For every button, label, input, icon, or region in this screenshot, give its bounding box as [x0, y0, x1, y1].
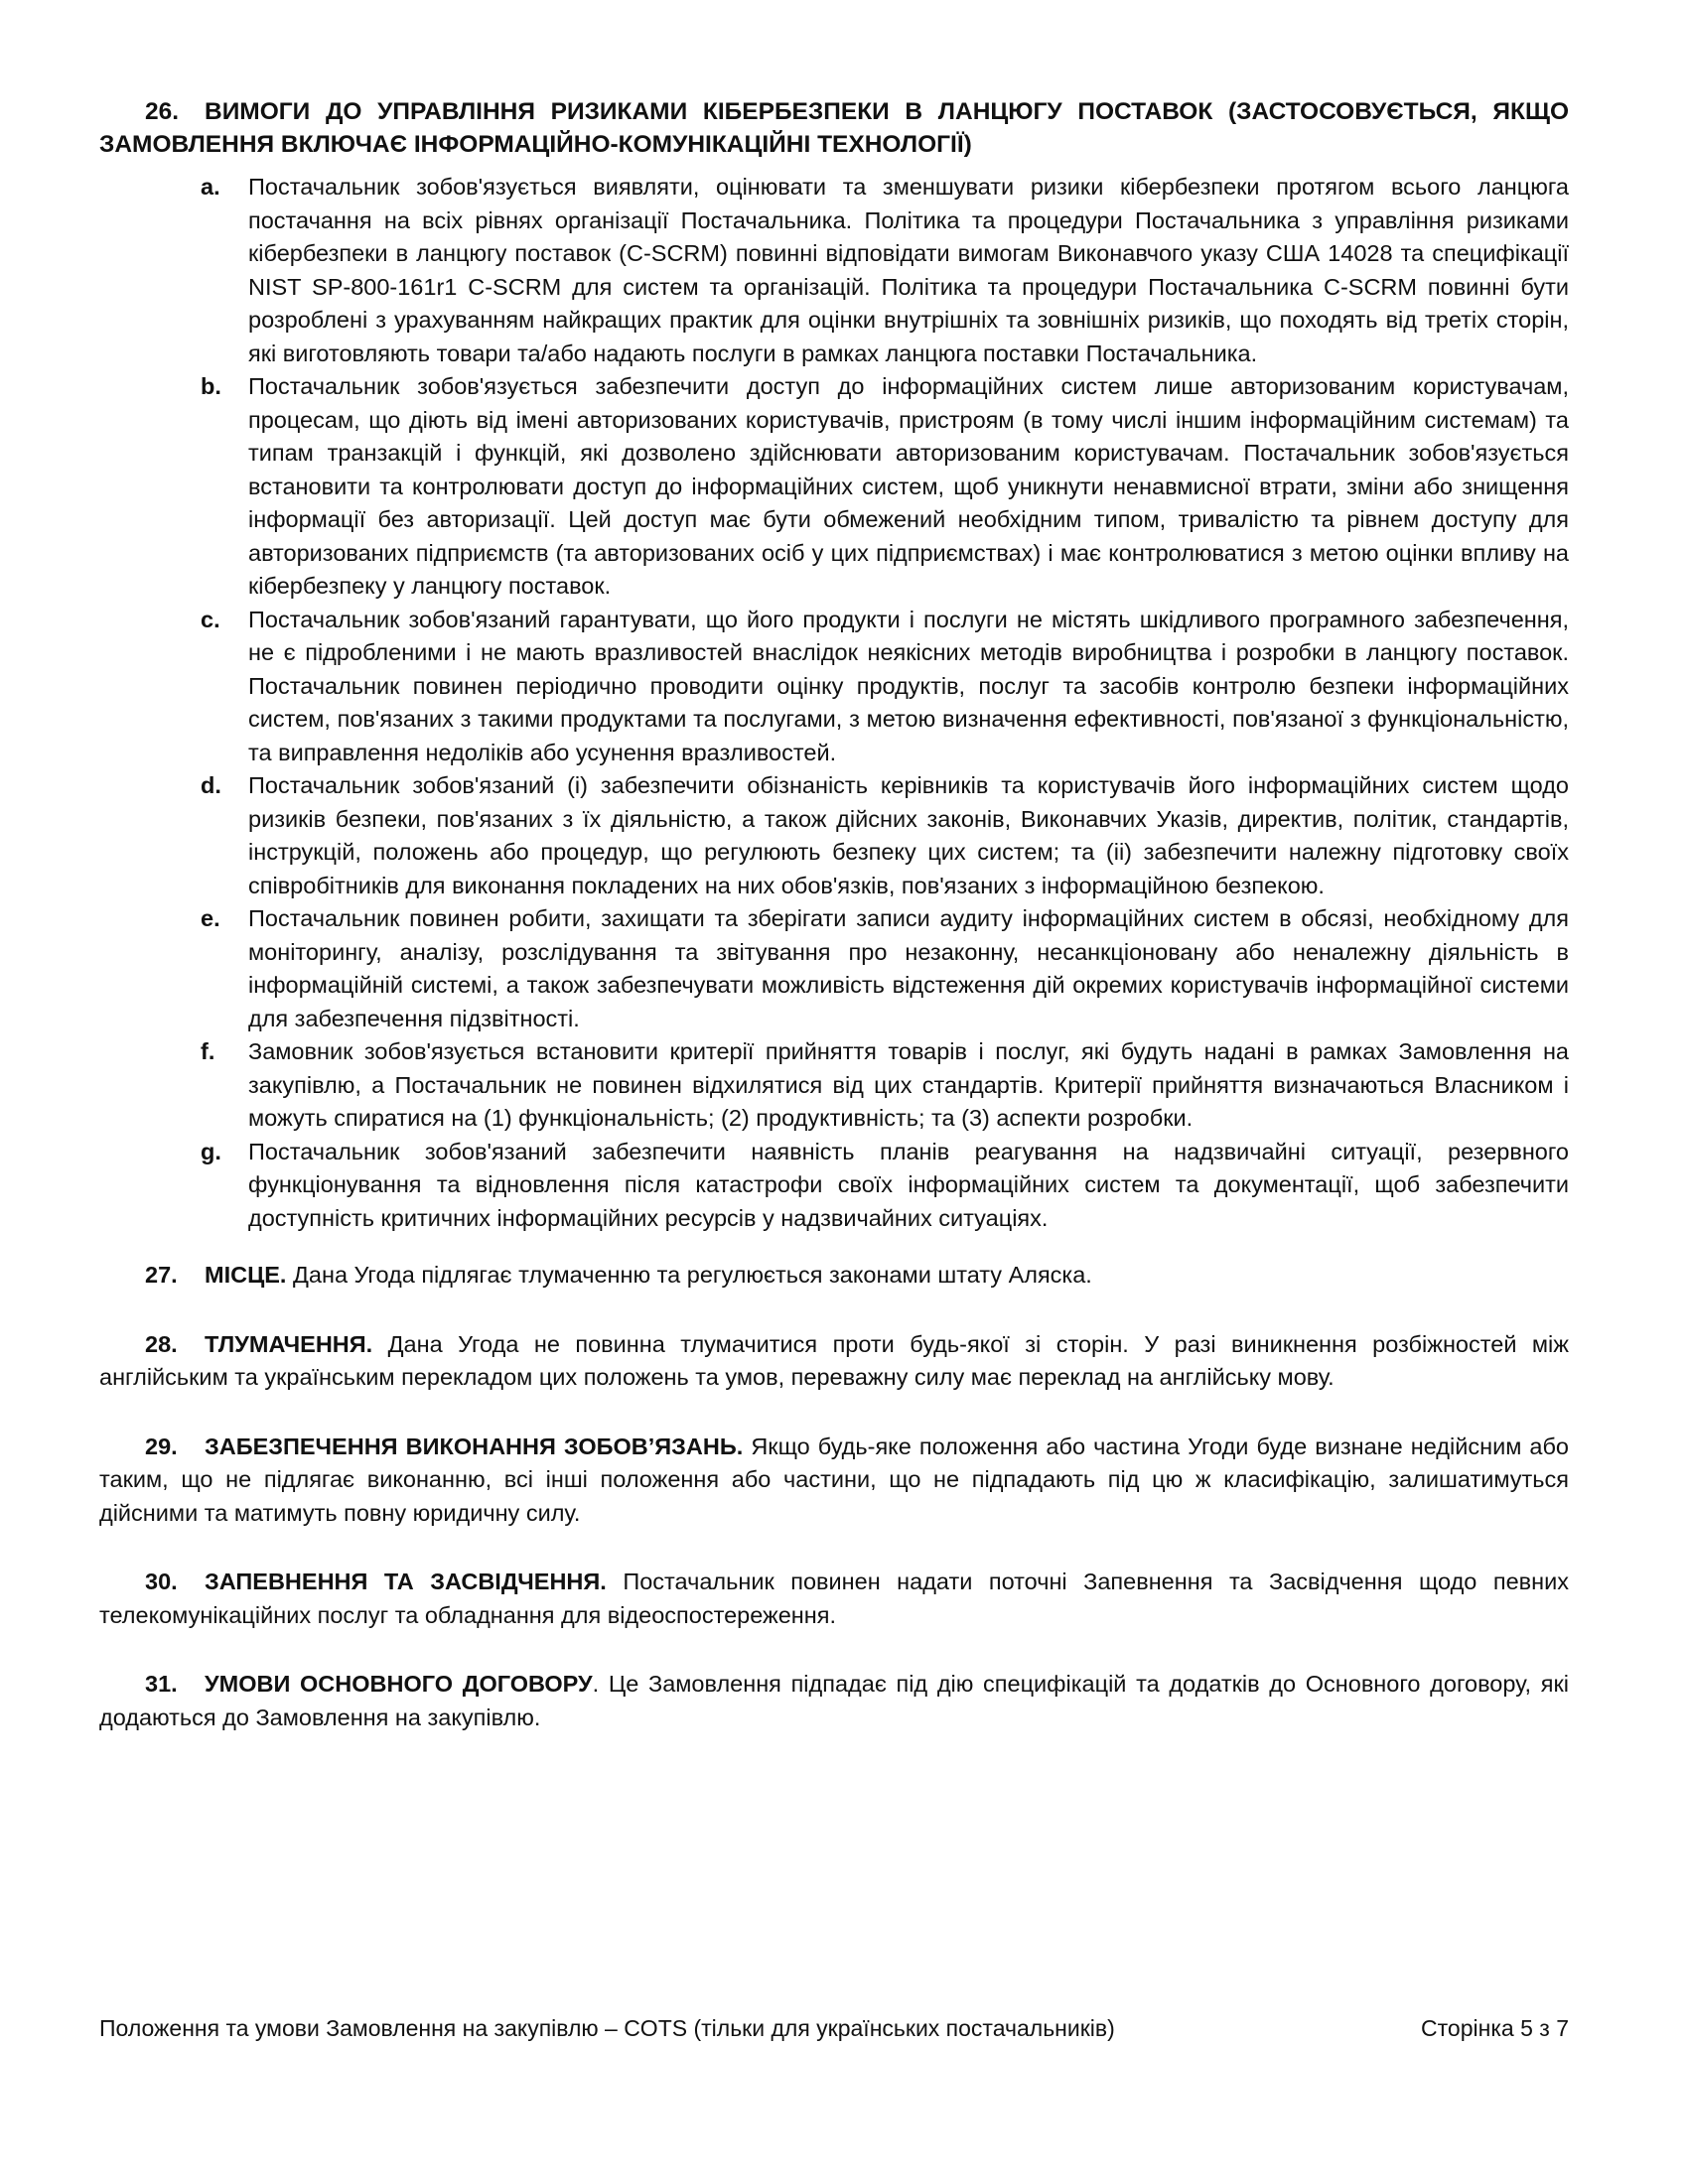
list-item-c	[99, 604, 1569, 770]
document-page	[99, 95, 1569, 1734]
section-26-items	[99, 171, 1569, 1235]
page-footer	[99, 2013, 1569, 2043]
item-text: Постачальник повинен робити, захищати та зберігати записи аудиту інформаційних систем в обсязі, необхідному для моніторингу, аналізу, розслідування та звітування про незаконну, несанкціоновану або неналежну діяльність в інформаційній системі, а також забезпечувати можливість відстеження дій окремих користувачів інформаційної системи для забезпечення підзвітності.	[248, 905, 1569, 1031]
section-title: ЗАПЕВНЕННЯ ТА ЗАСВІДЧЕННЯ.	[205, 1569, 607, 1594]
item-text: Постачальник зобов'язаний гарантувати, що його продукти і послуги не містять шкідливого програмного забезпечення, не є підробленими і не мають вразливостей внаслідок неякісних методів виробництва і розробки в ланцюгу поставок. Постачальник повинен періодично проводити оцінку продуктів, послуг та засобів контролю безпеки інформаційних систем, пов'язаних з такими продуктами та послугами, з метою визначення ефективності, пов'язаної з функціональністю, та виправлення недоліків або усунення вразливостей.	[248, 606, 1569, 765]
section-text: . Це Замовлення підпадає під дію специфікацій та додатків до Основного договору, які додаються до Замовлення на закупівлю.	[99, 1671, 1569, 1730]
item-label: d.	[201, 772, 221, 798]
item-text: Постачальник зобов'язується виявляти, оцінювати та зменшувати ризики кібербезпеки протягом всього ланцюга постачання на всіх рівнях організації Постачальника. Політика та процедури Постачальника з управління ризиками кібербезпеки в ланцюгу поставок (C-SCRM) повинні відповідати вимогам Виконавчого указу США 14028 та специфікації NIST SP-800-161r1 C-SCRM для систем та організацій. Політика та процедури Постачальника C-SCRM повинні бути розроблені з урахуванням найкращих практик для оцінки внутрішніх та зовнішніх ризиків, що походять від третіх сторін, які виготовляють товари та/або надають послуги в рамках ланцюга поставки Постачальника.	[248, 174, 1569, 366]
section-text: Дана Угода підлягає тлумаченню та регулюється законами штату Аляска.	[286, 1262, 1092, 1288]
item-text: Замовник зобов'язується встановити критерії прийняття товарів і послуг, які будуть надані в рамках Замовлення на закупівлю, а Постачальник не повинен відхилятися від цих стандартів. Критерії прийняття визначаються Власником і можуть спиратися на (1) функціональність; (2) продуктивність; та (3) аспекти розробки.	[248, 1038, 1569, 1131]
list-item-f	[99, 1035, 1569, 1136]
section-31	[99, 1668, 1569, 1734]
footer-document-title: Положення та умови Замовлення на закупівлю – COTS (тільки для українських постачальників)	[99, 2015, 1115, 2041]
section-text: Якщо будь-яке положення або частина Угоди буде визнане недійсним або таким, що не підлягає виконанню, всі інші положення або частини, що не підпадають під цю ж класифікацію, залишатимуться дійсними та матимуть повну юридичну силу.	[99, 1433, 1570, 1526]
section-26-heading	[99, 95, 1569, 161]
section-title: УМОВИ ОСНОВНОГО ДОГОВОРУ	[205, 1671, 593, 1697]
item-label: g.	[201, 1138, 221, 1164]
item-label: f.	[201, 1038, 215, 1064]
section-number: 26.	[145, 98, 180, 125]
section-28	[99, 1328, 1569, 1395]
list-item-b	[99, 370, 1569, 604]
section-title: ЗАБЕЗПЕЧЕННЯ ВИКОНАННЯ ЗОБОВ’ЯЗАНЬ.	[205, 1433, 744, 1459]
list-item-g	[99, 1136, 1569, 1236]
item-text: Постачальник зобов'язаний (i) забезпечити обізнаність керівників та користувачів його інформаційних систем щодо ризиків безпеки, пов'язаних з їх діяльністю, а також дійсних законів, Виконавчих Указів, директив, політик, стандартів, інструкцій, положень або процедур, що регулюють безпеку цих систем; та (ii) забезпечити належну підготовку своїх співробітників для виконання покладених на них обов'язків, пов'язаних з інформаційною безпекою.	[248, 772, 1569, 898]
item-label: a.	[201, 174, 220, 200]
list-item-e	[99, 902, 1569, 1035]
item-label: c.	[201, 606, 220, 632]
item-label: b.	[201, 373, 221, 399]
section-number: 28.	[145, 1330, 178, 1357]
section-number: 31.	[145, 1671, 178, 1697]
item-label: e.	[201, 905, 220, 931]
section-number: 27.	[145, 1262, 178, 1288]
section-number: 29.	[145, 1433, 178, 1459]
section-title: ВИМОГИ ДО УПРАВЛІННЯ РИЗИКАМИ КІБЕРБЕЗПЕКИ В ЛАНЦЮГУ ПОСТАВОК (ЗАСТОСОВУЄТЬСЯ, ЯКЩО ЗАМОВЛЕННЯ ВКЛЮЧАЄ ІНФОРМАЦІЙНО-КОМУНІКАЦІЙНІ ТЕХНОЛОГІЇ)	[99, 98, 1569, 158]
section-title: МІСЦЕ.	[205, 1262, 287, 1288]
section-text: Дана Угода не повинна тлумачитися проти будь-якої зі сторін. У разі виникнення розбіжностей між англійським та українським перекладом цих положень та умов, переважну силу має переклад на англійську мову.	[99, 1330, 1569, 1390]
footer-page-number: Сторінка 5 з 7	[1421, 2015, 1569, 2041]
section-29	[99, 1431, 1569, 1531]
item-text: Постачальник зобов'язаний забезпечити наявність планів реагування на надзвичайні ситуації, резервного функціонування та відновлення після катастрофи своїх інформаційних систем та документації, щоб забезпечити доступність критичних інформаційних ресурсів у надзвичайних ситуаціях.	[248, 1138, 1569, 1231]
list-item-d	[99, 769, 1569, 902]
section-title: ТЛУМАЧЕННЯ.	[205, 1330, 373, 1357]
section-27	[99, 1259, 1569, 1293]
section-text: Постачальник повинен надати поточні Запевнення та Засвідчення щодо певних телекомунікаційних послуг та обладнання для відеоспостереження.	[99, 1569, 1569, 1628]
list-item-a	[99, 171, 1569, 370]
section-number: 30.	[145, 1569, 178, 1594]
item-text: Постачальник зобов'язується забезпечити доступ до інформаційних систем лише авторизованим користувачам, процесам, що діють від імені авторизованих користувачів, пристроям (в тому числі іншим інформаційним системам) та типам транзакцій і функцій, які дозволено здійснювати авторизованим користувачам. Постачальник зобов'язується встановити та контролювати доступ до інформаційних систем, щоб уникнути ненавмисної втрати, зміни або знищення інформації без авторизації. Цей доступ має бути обмежений необхідним типом, тривалістю та рівнем доступу для авторизованих підприємств (та авторизованих осіб у цих підприємствах) і має контролюватися з метою оцінки впливу на кібербезпеку у ланцюгу поставок.	[248, 373, 1569, 599]
section-30	[99, 1566, 1569, 1632]
